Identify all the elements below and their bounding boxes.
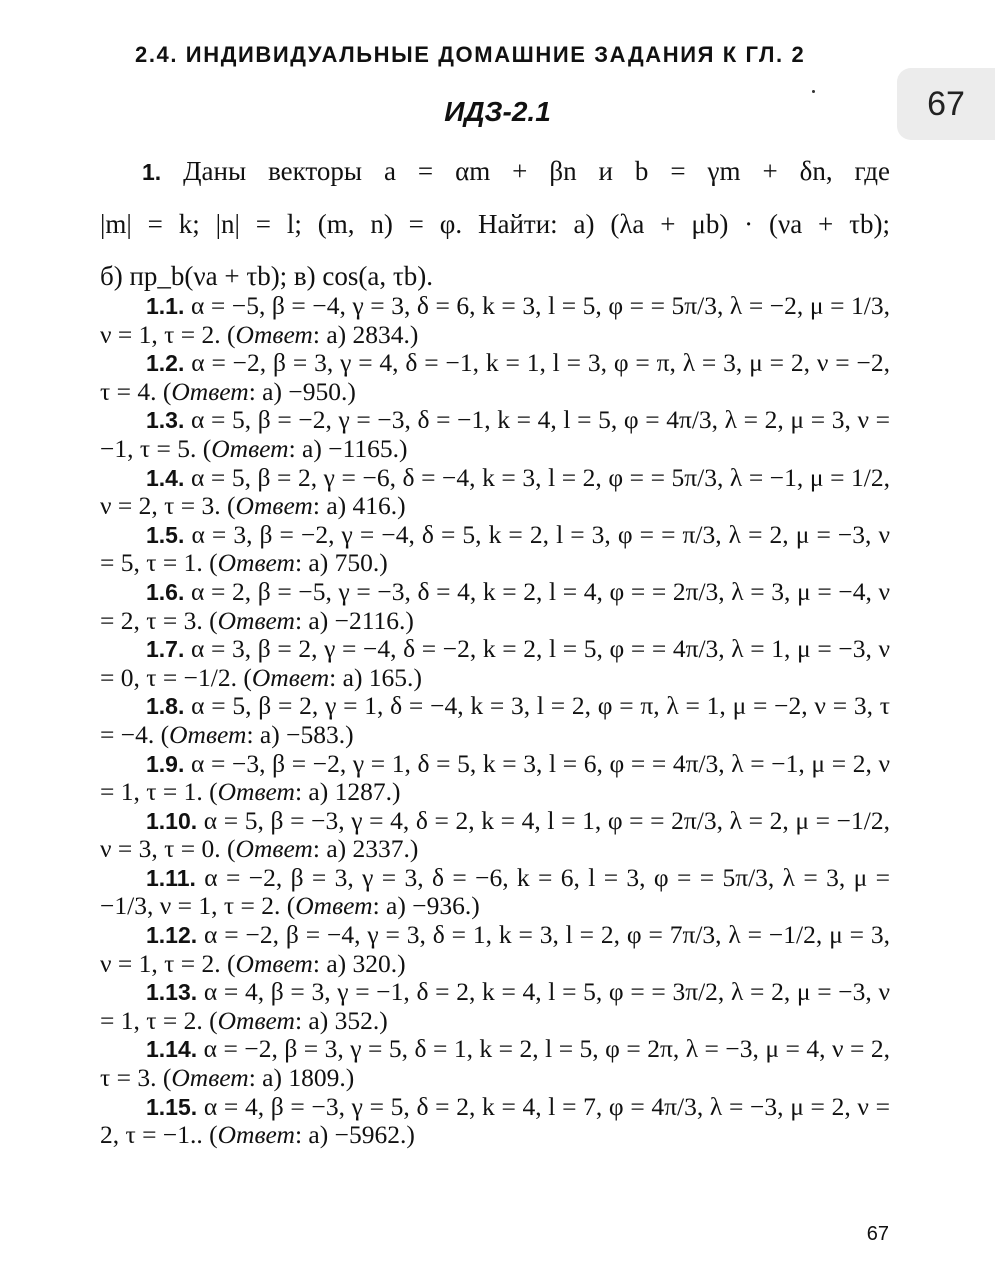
problem-item: 1.15. α = 4, β = −3, γ = 5, δ = 2, k = 4, l = 7, φ = 4π/3, λ = −3, μ = 2, ν = 2, τ = −1.. (Ответ: а) −5962.) <box>100 1091 890 1150</box>
problem-item: 1.10. α = 5, β = −3, γ = 4, δ = 2, k = 4, l = 1, φ = = 2π/3, λ = 2, μ = −1/2, ν = 3, τ = 0. (Ответ: а) 2337.) <box>100 805 890 864</box>
problem-item: 1.9. α = −3, β = −2, γ = 1, δ = 5, k = 3, l = 6, φ = = 4π/3, λ = −1, μ = 2, ν = 1, τ = 1. (Ответ: а) 1287.) <box>100 748 890 807</box>
page-title: ИДЗ-2.1 <box>444 96 551 127</box>
problem-params: α = −2, β = 3, γ = 3, δ = −6, k = 6, l = 3, φ = = 5π/3, λ = 3, μ = −1/3, ν = 1, τ = 2. <box>100 862 890 921</box>
problem-params: α = 3, β = −2, γ = −4, δ = 5, k = 2, l = 3, φ = = π/3, λ = 2, μ = −3, ν = 5, τ = 1. <box>100 519 891 578</box>
problem-answer: а) −5962. <box>308 1120 407 1150</box>
problem-params: α = 4, β = −3, γ = 5, δ = 2, k = 4, l = 7, φ = 4π/3, λ = −3, μ = 2, ν = 2, τ = −1.. <box>100 1091 890 1150</box>
problem-number: 1.3. <box>146 407 185 434</box>
page-number-tab: 67 <box>897 68 995 140</box>
problem-item: 1.14. α = −2, β = 3, γ = 5, δ = 1, k = 2, l = 5, φ = 2π, λ = −3, μ = 4, ν = 2, τ = 3. (Ответ: а) 1809.) <box>100 1034 890 1093</box>
problem-params: α = 5, β = 2, γ = −6, δ = −4, k = 3, l = 2, φ = = 5π/3, λ = −1, μ = 1/2, ν = 2, τ = 3. <box>100 462 890 521</box>
problem-answer: а) 320. <box>326 948 398 978</box>
problem-params: α = 5, β = −2, γ = −3, δ = −1, k = 4, l = 5, φ = 4π/3, λ = 2, μ = 3, ν = −1, τ = 5. <box>100 405 890 463</box>
problem-number: 1.15. <box>146 1093 198 1120</box>
problem-number: 1.13. <box>146 979 198 1006</box>
problem-answer: а) −1165. <box>302 433 400 463</box>
problem-item: 1.12. α = −2, β = −4, γ = 3, δ = 1, k = 3, l = 2, φ = 7π/3, λ = −1/2, μ = 3, ν = 1, τ = 2. (Ответ: а) 320.) <box>100 920 891 978</box>
problem-params: α = 5, β = 2, γ = 1, δ = −4, k = 3, l = 2, φ = π, λ = 1, μ = −2, ν = 3, τ = −4. <box>100 691 890 749</box>
problem-number: 1.4. <box>146 464 185 491</box>
problem-params: α = −2, β = 3, γ = 5, δ = 1, k = 2, l = 5, φ = 2π, λ = −3, μ = 4, ν = 2, τ = 3. <box>100 1034 890 1093</box>
problem-item: 1.4. α = 5, β = 2, γ = −6, δ = −4, k = 3, l = 2, φ = = 5π/3, λ = −1, μ = 1/2, ν = 2, τ = 3. (Ответ: а) 416.) <box>100 462 890 521</box>
answer-label: Ответ <box>211 433 289 463</box>
problem-number: 1.8. <box>146 693 185 720</box>
problem-params: α = 3, β = 2, γ = −4, δ = −2, k = 2, l = 5, φ = = 4π/3, λ = 1, μ = −3, ν = 0, τ = −1/2. <box>100 634 890 692</box>
problem-number: 1.7. <box>146 636 185 663</box>
problem-answer: а) −583. <box>259 719 346 749</box>
statement-line-1 <box>100 145 890 198</box>
answer-label: Ответ <box>171 1063 249 1093</box>
print-speck <box>812 90 815 93</box>
answer-label: Ответ <box>171 376 249 406</box>
problem-number: 1.12. <box>146 922 198 949</box>
problem-answer: а) 416. <box>326 491 398 521</box>
answer-label: Ответ <box>235 319 313 349</box>
problem-params: α = 5, β = −3, γ = 4, δ = 2, k = 4, l = 1, φ = = 2π/3, λ = 2, μ = −1/2, ν = 3, τ = 0. <box>100 805 890 864</box>
problem-answer: а) 750. <box>308 548 380 578</box>
problem-answer: а) −2116. <box>308 605 406 635</box>
answer-label: Ответ <box>217 605 295 635</box>
answer-label: Ответ <box>169 719 247 749</box>
problem-number: 1.9. <box>146 750 185 777</box>
problem-item: 1.3. α = 5, β = −2, γ = −3, δ = −1, k = 4, l = 5, φ = 4π/3, λ = 2, μ = 3, ν = −1, τ = 5. (Ответ: а) −1165.) <box>100 405 890 463</box>
problem-item: 1.6. α = 2, β = −5, γ = −3, δ = 4, k = 2, l = 4, φ = = 2π/3, λ = 3, μ = −4, ν = 2, τ = 3. (Ответ: а) −2116.) <box>100 576 890 635</box>
problem-item: 1.5. α = 3, β = −2, γ = −4, δ = 5, k = 2, l = 3, φ = = π/3, λ = 2, μ = −3, ν = 5, τ = 1. (Ответ: а) 750.) <box>100 519 891 578</box>
problem-item: 1.1. α = −5, β = −4, γ = 3, δ = 6, k = 3, l = 5, φ = = 5π/3, λ = −2, μ = 1/3, ν = 1, τ = 2. (Ответ: а) 2834.) <box>100 291 890 349</box>
answer-label: Ответ <box>251 662 330 692</box>
answer-label: Ответ <box>217 777 295 807</box>
problem-item: 1.8. α = 5, β = 2, γ = 1, δ = −4, k = 3, l = 2, φ = π, λ = 1, μ = −2, ν = 3, τ = −4. (Ответ: а) −583.) <box>100 691 890 749</box>
chapter-header: 2.4. ИНДИВИДУАЛЬНЫЕ ДОМАШНИЕ ЗАДАНИЯ К ГЛ. 2 <box>135 42 806 67</box>
problem-number: 1.2. <box>146 350 185 377</box>
problem-item: 1.2. α = −2, β = 3, γ = 4, δ = −1, k = 1, l = 3, φ = π, λ = 3, μ = 2, ν = −2, τ = 4. (Ответ: а) −950.) <box>100 348 890 406</box>
problem-params: α = −2, β = −4, γ = 3, δ = 1, k = 3, l = 2, φ = 7π/3, λ = −1/2, μ = 3, ν = 1, τ = 2. <box>100 920 891 978</box>
answer-label: Ответ <box>217 1120 295 1150</box>
problem-statement <box>100 145 890 302</box>
problem-answer: а) 165. <box>342 662 414 692</box>
problem-answer: а) 2834. <box>326 319 410 349</box>
problem-item: 1.11. α = −2, β = 3, γ = 3, δ = −6, k = 6, l = 3, φ = = 5π/3, λ = 3, μ = −1/3, ν = 1, τ = 2. (Ответ: а) −936.) <box>100 862 890 921</box>
problem-params: α = −2, β = 3, γ = 4, δ = −1, k = 1, l = 3, φ = π, λ = 3, μ = 2, ν = −2, τ = 4. <box>100 348 890 406</box>
answer-label: Ответ <box>235 491 313 521</box>
problem-answer: а) 352. <box>308 1005 380 1035</box>
answer-label: Ответ <box>235 948 313 978</box>
problem-number: 1.6. <box>146 578 185 605</box>
problem-answer: а) 2337. <box>326 834 410 864</box>
problem-number: 1.14. <box>146 1036 198 1063</box>
problem-item: 1.7. α = 3, β = 2, γ = −4, δ = −2, k = 2, l = 5, φ = = 4π/3, λ = 1, μ = −3, ν = 0, τ = −1/2. (Ответ: а) 165.) <box>100 634 890 692</box>
statement-number: 1. <box>142 159 162 185</box>
problem-params: α = 2, β = −5, γ = −3, δ = 4, k = 2, l = 4, φ = = 2π/3, λ = 3, μ = −4, ν = 2, τ = 3. <box>100 576 890 635</box>
statement-line-2: |m| = k; |n| = l; (m, n) = φ. Найти: а) (λa + μb) · (νa + τb); <box>100 209 890 239</box>
answer-label: Ответ <box>295 891 373 921</box>
problem-params: α = −3, β = −2, γ = 1, δ = 5, k = 3, l = 6, φ = = 4π/3, λ = −1, μ = 2, ν = 1, τ = 1. <box>100 748 890 807</box>
problem-answer: а) 1287. <box>308 777 392 807</box>
problem-answer: а) −936. <box>386 891 472 921</box>
page-folio: 67 <box>866 1223 889 1245</box>
answer-label: Ответ <box>217 548 295 578</box>
problem-number: 1.5. <box>146 521 185 548</box>
problem-params: α = 4, β = 3, γ = −1, δ = 2, k = 4, l = 5, φ = = 3π/2, λ = 2, μ = −3, ν = 1, τ = 2. <box>100 977 890 1035</box>
problem-list <box>100 292 890 1150</box>
problem-number: 1.1. <box>146 293 185 319</box>
statement-line-3: б) пр_b(νa + τb); в) cos(a, τb). <box>100 261 433 291</box>
problem-answer: а) 1809. <box>262 1063 346 1093</box>
problem-number: 1.10. <box>146 807 198 834</box>
problem-answer: а) −950. <box>262 376 348 406</box>
answer-label: Ответ <box>235 834 313 864</box>
statement-text-1: Даны векторы a = αm + βn и b = γm + δn, где <box>183 156 890 186</box>
answer-label: Ответ <box>217 1005 295 1035</box>
problem-number: 1.11. <box>146 864 196 891</box>
problem-params: α = −5, β = −4, γ = 3, δ = 6, k = 3, l = 5, φ = = 5π/3, λ = −2, μ = 1/3, ν = 1, τ = 2. <box>100 291 890 349</box>
problem-item: 1.13. α = 4, β = 3, γ = −1, δ = 2, k = 4, l = 5, φ = = 3π/2, λ = 2, μ = −3, ν = 1, τ = 2. (Ответ: а) 352.) <box>100 977 890 1035</box>
